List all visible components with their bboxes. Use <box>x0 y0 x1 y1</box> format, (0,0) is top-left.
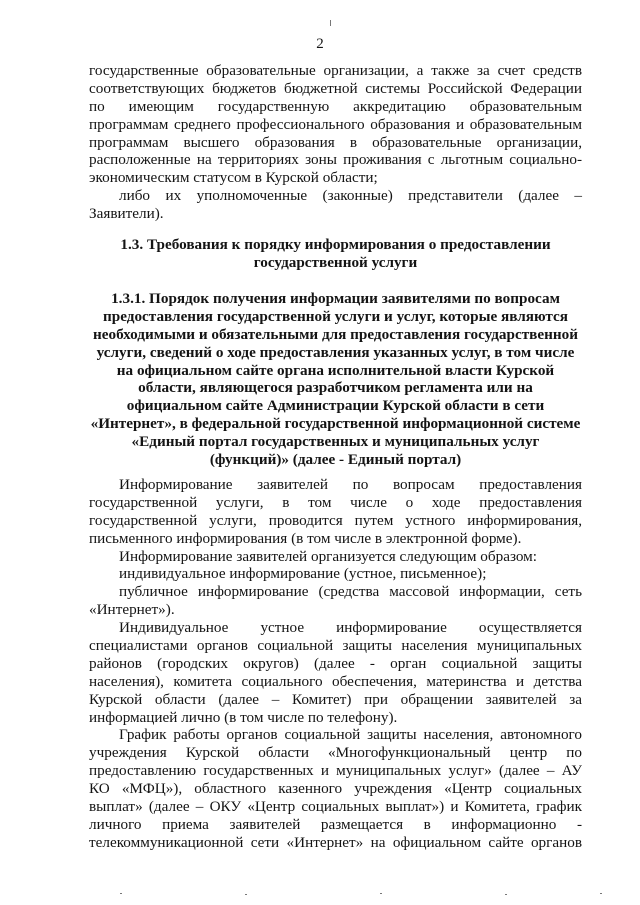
heading-line: (функций)» (далее - Единый портал) <box>209 451 462 469</box>
scan-speck <box>380 893 382 894</box>
heading-line: необходимыми и обязательными для предоставления государственной <box>93 325 578 343</box>
scan-speck <box>120 893 122 894</box>
heading-line: государственной услуги <box>253 253 418 271</box>
text-line: «Интернет»). <box>89 601 175 619</box>
text-line: Курской области (далее – Комитет) при обращении заявителей за <box>89 690 582 708</box>
heading-line: официальном сайте Администрации Курской области в сети <box>126 397 545 415</box>
text-line: Заявители). <box>89 205 164 223</box>
scan-speck <box>330 20 331 26</box>
text-line: населения), комитета социального обеспечения, материнства и детства <box>89 672 582 690</box>
heading-line: предоставления государственной услуги и услуг, которые являются <box>103 307 568 325</box>
text-line: письменного информирования (в том числе в электронной форме). <box>89 529 522 547</box>
section-heading <box>89 236 582 272</box>
text-line: Информирование заявителей по вопросам предоставления <box>119 476 582 493</box>
page-number: 2 <box>316 36 324 52</box>
text-line: КО «МФЦ»), областного казенного учреждения «Центр социальных <box>89 780 582 798</box>
text-line: соответствующих бюджетов бюджетной системы Российской Федерации <box>89 79 582 97</box>
text-line: График работы органов социальной защиты населения, автономного <box>119 726 582 744</box>
text-line: учреждения Курской области «Многофункциональный центр по <box>89 744 582 762</box>
heading-line: «Единый портал государственных и муниципальных услуг <box>131 433 540 451</box>
text-line: программам высшего образования в образовательные организации, <box>89 133 582 151</box>
subsection-heading <box>89 290 582 469</box>
text-line: государственной услуги, проводится путем устного информирования, <box>89 511 582 529</box>
text-line: экономическим статусом в Курской области; <box>89 169 378 187</box>
text-line: программам среднего профессионального образования и образовательным <box>89 115 582 133</box>
intro-paragraph <box>89 62 582 223</box>
heading-line: области, являющегося разработчиком регламента или на <box>138 379 533 397</box>
body-text <box>89 476 582 852</box>
heading-line: 1.3. Требования к порядку информирования о предоставлении <box>120 236 551 253</box>
text-line: Информирование заявителей организуется следующим образом: <box>119 547 538 565</box>
heading-line: 1.3.1. Порядок получения информации заявителями по вопросам <box>111 290 560 307</box>
scan-speck <box>245 894 247 895</box>
heading-line: на официальном сайте органа исполнительной власти Курской <box>116 361 555 379</box>
text-line: публичное информирование (средства массовой информации, сеть <box>119 583 582 601</box>
text-line: информацией лично (в том числе по телефону). <box>89 708 398 726</box>
text-line: телекоммуникационной сети «Интернет» на официальном сайте органов <box>89 833 582 851</box>
text-line: выплат» (далее – ОКУ «Центр социальных выплат») и Комитета, график <box>89 798 582 816</box>
text-line: личного приема заявителей размещается в информационно - <box>89 815 582 833</box>
heading-line: «Интернет», в федеральной государственной информационной системе <box>90 415 581 433</box>
scan-speck <box>600 893 602 894</box>
text-line: расположенные на территориях зоны проживания с льготным социально- <box>89 151 582 169</box>
text-line: предоставлению государственных и муниципальных услуг» (далее – АУ <box>89 762 582 780</box>
text-line: по имеющим государственную аккредитацию образовательным <box>89 97 582 115</box>
text-line: индивидуальное информирование (устное, письменное); <box>119 565 487 583</box>
text-line: районов (городских округов) (далее - орган социальной защиты <box>89 654 582 672</box>
heading-line: услуги, сведений о ходе предоставления указанных услуг, в том числе <box>96 343 575 361</box>
text-line: специалистами органов социальной защиты населения муниципальных <box>89 637 582 655</box>
scan-speck <box>505 894 507 895</box>
text-line: государственной услуги, в том числе о ходе предоставления <box>89 493 582 511</box>
text-line: Индивидуальное устное информирование осуществляется <box>119 619 582 637</box>
text-line: государственные образовательные организации, а также за счет средств <box>89 62 582 79</box>
text-line: либо их уполномоченные (законные) представители (далее – <box>119 187 582 205</box>
